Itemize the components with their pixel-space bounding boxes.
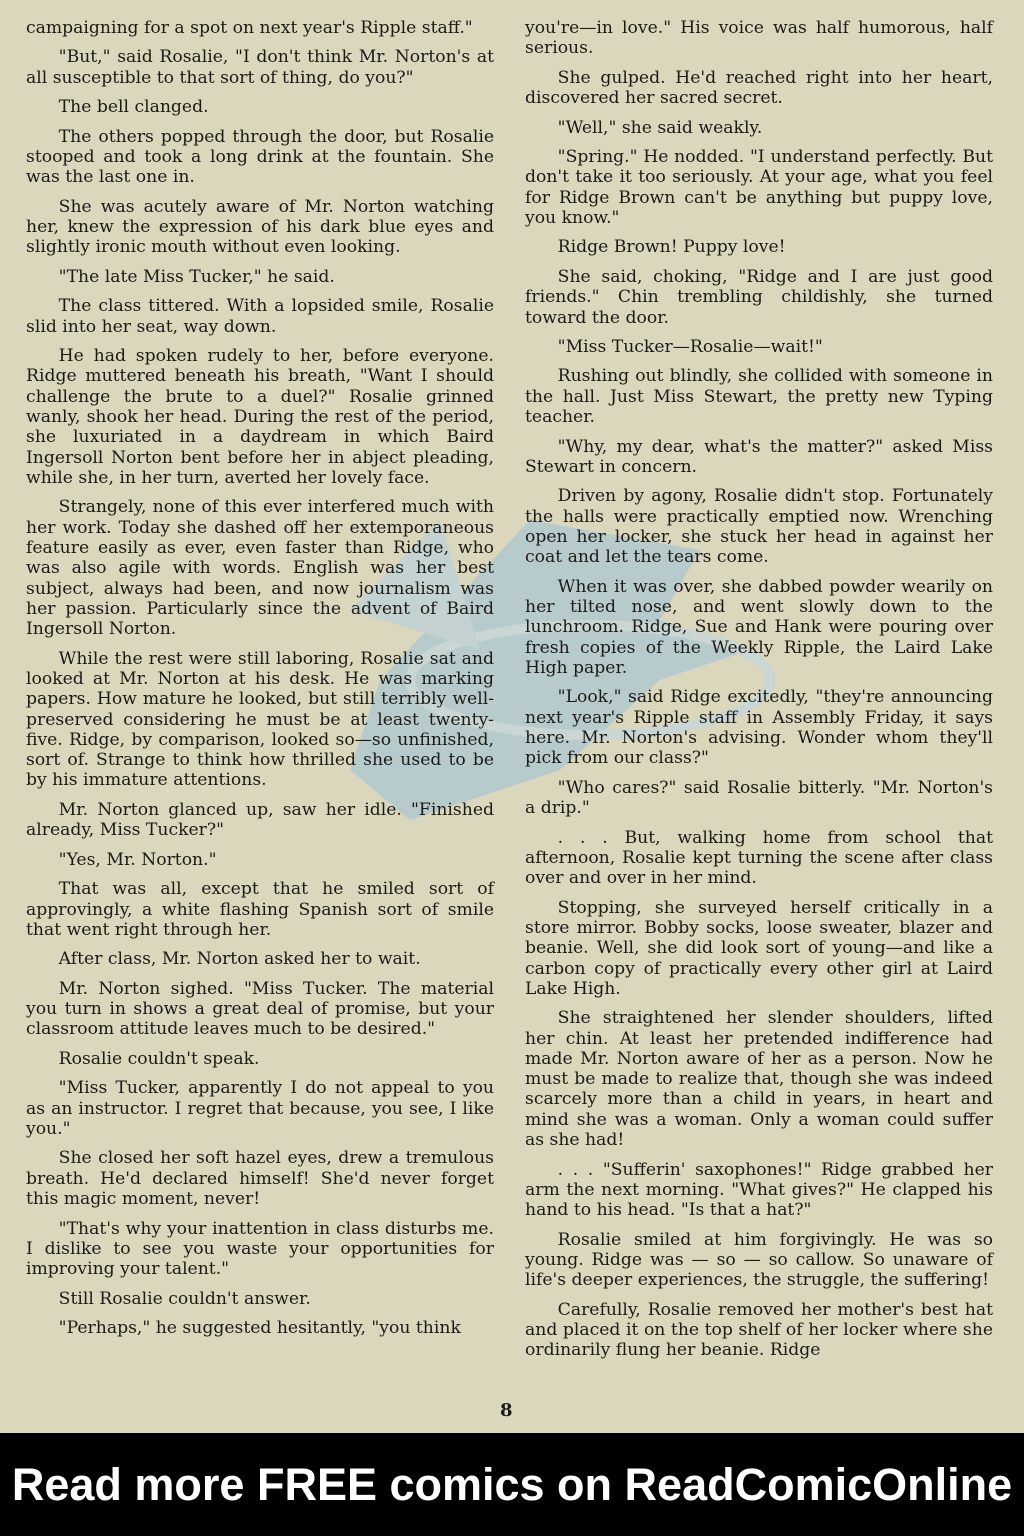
paragraph: The others popped through the door, but Rosalie stooped and took a long drink at the fountain. She was the last one in.	[26, 126, 494, 188]
paragraph: "Why, my dear, what's the matter?" asked Miss Stewart in concern.	[525, 436, 993, 477]
paragraph: She gulped. He'd reached right into her heart, discovered her sacred secret.	[525, 67, 993, 109]
paragraph: "That's why your inattention in class disturbs me. I dislike to see you waste your opportunities for improving your talent."	[26, 1218, 494, 1280]
paragraph: you're—in love." His voice was half humorous, half serious.	[525, 18, 993, 59]
paragraph: Driven by agony, Rosalie didn't stop. Fortunately the halls were practically emptied now. Wrenching open her locker, she stuck her head in against her coat and let the tears come.	[525, 486, 993, 568]
left-column	[26, 18, 494, 1348]
paragraph: Strangely, none of this ever interfered much with her work. Today she dashed off her extemporaneous feature easily as ever, even faster than Ridge, who was also agile with words. English was her best subject, always had been, and now journalism was her passion. Particularly since the advent of Baird Ingersoll Norton.	[26, 497, 494, 640]
paragraph: "Perhaps," he suggested hesitantly, "you think	[58, 1318, 461, 1339]
paragraph: "Miss Tucker, apparently I do not appeal to you as an instructor. I regret that because, you see, I like you."	[26, 1078, 494, 1139]
paragraph: The bell clanged.	[58, 97, 209, 118]
paragraph: "Look," said Ridge excitedly, "they're announcing next year's Ripple staff in Assembly Friday, it says here. Mr. Norton's advising. Wonder whom they'll pick from our class?"	[525, 687, 993, 769]
paragraph: Rushing out blindly, she collided with someone in the hall. Just Miss Stewart, the pretty new Typing teacher.	[525, 366, 993, 428]
paragraph: "Yes, Mr. Norton."	[58, 849, 217, 870]
paragraph: That was all, except that he smiled sort of approvingly, a white flashing Spanish sort of smile that went right through her.	[26, 879, 494, 940]
page-number: 8	[500, 1400, 513, 1421]
paragraph: While the rest were still laboring, Rosalie sat and looked at Mr. Norton at his desk. He was marking papers. How mature he looked, but still terribly well-preserved considering he must be at least twenty-five. Ridge, by comparison, looked so—so unfinished, sort of. Strange to think how thrilled she used to be by his immature attentions.	[26, 648, 494, 791]
paragraph: "Miss Tucker—Rosalie—wait!"	[557, 336, 823, 357]
paragraph: After class, Mr. Norton asked her to wait.	[58, 949, 421, 970]
paragraph: "The late Miss Tucker," he said.	[58, 266, 335, 287]
paragraph: She said, choking, "Ridge and I are just good friends." Chin trembling childishly, she turned toward the door.	[525, 266, 993, 328]
paragraph: She was acutely aware of Mr. Norton watching her, knew the expression of his dark blue eyes and slightly ironic mouth without even looking.	[26, 196, 494, 258]
paragraph: Mr. Norton sighed. "Miss Tucker. The material you turn in shows a great deal of promise, but your classroom attitude leaves much to be desired."	[26, 978, 494, 1040]
paragraph: The class tittered. With a lopsided smile, Rosalie slid into her seat, way down.	[26, 296, 494, 337]
paragraph: Stopping, she surveyed herself critically in a store mirror. Bobby socks, loose sweater, blazer and beanie. Well, she did look sort of young—and like a carbon copy of practically every other girl at Laird Lake High.	[525, 897, 993, 999]
paragraph: He had spoken rudely to her, before everyone. Ridge muttered beneath his breath, "Want I should challenge the brute to a duel?" Rosalie grinned wanly, shook her head. During the rest of the period, she luxuriated in a daydream in which Baird Ingersoll Norton bent before her in abject pleading, while she, in her turn, averted her lovely face.	[26, 346, 494, 488]
paragraph: Ridge Brown! Puppy love!	[557, 237, 786, 258]
paragraph: She straightened her slender shoulders, lifted her chin. At least her pretended indifference had made Mr. Norton aware of her as a person. Now he must be made to realize that, though she was indeed scarcely more than a child in years, in heart and mind she was a woman. Only a woman could suffer as she had!	[525, 1008, 993, 1151]
paragraph: campaigning for a spot on next year's Ripple staff."	[26, 18, 473, 38]
paragraph: . . . But, walking home from school that afternoon, Rosalie kept turning the scene after class over and over in her mind.	[525, 827, 993, 889]
paragraph: . . . "Sufferin' saxophones!" Ridge grabbed her arm the next morning. "What gives?" He clapped his hand to his head. "Is that a hat?"	[525, 1159, 993, 1221]
paragraph: Still Rosalie couldn't answer.	[58, 1288, 311, 1309]
paragraph: Mr. Norton glanced up, saw her idle. "Finished already, Miss Tucker?"	[26, 799, 494, 841]
promo-banner[interactable]	[0, 1433, 1024, 1536]
paragraph: When it was over, she dabbed powder wearily on her tilted nose, and went slowly down to the lunchroom. Ridge, Sue and Hank were pouring over fresh copies of the Weekly Ripple, the Laird Lake High paper.	[525, 576, 993, 678]
paragraph: Rosalie smiled at him forgivingly. He was so young. Ridge was — so — so callow. So unaware of life's deeper experiences, the struggle, the suffering!	[525, 1229, 993, 1291]
right-column	[525, 18, 993, 1370]
paragraph: Carefully, Rosalie removed her mother's best hat and placed it on the top shelf of her locker where she ordinarily flung her beanie. Ridge	[525, 1299, 993, 1361]
paragraph: Rosalie couldn't speak.	[58, 1048, 260, 1069]
paragraph: "Who cares?" said Rosalie bitterly. "Mr. Norton's a drip."	[525, 777, 993, 819]
paragraph: "But," said Rosalie, "I don't think Mr. Norton's at all susceptible to that sort of thing, do you?"	[26, 47, 494, 88]
paragraph: "Spring." He nodded. "I understand perfectly. But don't take it too seriously. At your age, what you feel for Ridge Brown can't be anything but puppy love, you know."	[525, 147, 993, 228]
promo-banner-text[interactable]: Read more FREE comics on ReadComicOnline	[11, 1458, 1013, 1510]
paragraph: "Well," she said weakly.	[557, 117, 763, 138]
paragraph: She closed her soft hazel eyes, drew a tremulous breath. He'd declared himself! She'd never forget this magic moment, never!	[26, 1148, 494, 1210]
